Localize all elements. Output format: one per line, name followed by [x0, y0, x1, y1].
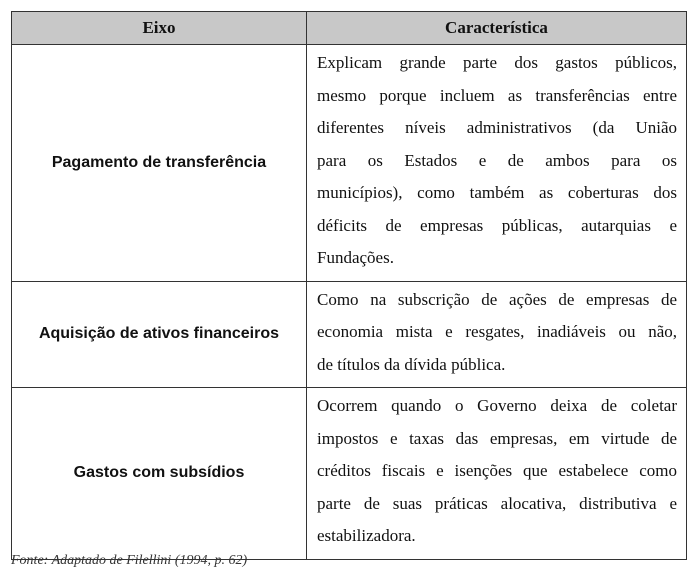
text-line: municípios), como também as coberturas dos	[317, 183, 677, 202]
text-line: economia mista e resgates, inadiáveis ou não,	[317, 322, 677, 341]
caracteristica-cell	[307, 281, 687, 388]
text-line: Ocorrem quando o Governo deixa de coletar	[317, 396, 677, 415]
source-caption: Fonte: Adaptado de Filellini (1994, p. 62)	[11, 553, 248, 568]
text-line: estabilizadora.	[317, 526, 416, 545]
text-line: de títulos da dívida pública.	[317, 354, 506, 374]
text-line: impostos e taxas das empresas, em virtude de	[317, 428, 677, 448]
text-line: parte de suas práticas alocativa, distributiva e	[317, 493, 677, 513]
eixo-cell: Gastos com subsídios	[12, 388, 307, 560]
eixo-cell: Aquisição de ativos financeiros	[12, 281, 307, 388]
table-row	[12, 45, 687, 282]
header-eixo: Eixo	[12, 12, 307, 45]
header-caracteristica: Característica	[307, 12, 687, 45]
text-line: Explicam grande parte dos gastos públicos,	[317, 53, 677, 72]
expenditure-table	[11, 11, 687, 560]
caracteristica-cell	[307, 388, 687, 560]
text-line: para os Estados e de ambos para os	[317, 150, 677, 170]
table-header-row	[12, 12, 687, 45]
text-line: déficits de empresas públicas, autarquias e	[317, 215, 677, 235]
caracteristica-cell	[307, 45, 687, 282]
text-line: mesmo porque incluem as transferências entre	[317, 85, 677, 105]
text-line: diferentes níveis administrativos (da União	[317, 118, 677, 137]
text-line: Fundações.	[317, 248, 394, 267]
table-row	[12, 281, 687, 388]
text-line: créditos fiscais e isenções que estabelece como	[317, 461, 677, 480]
table-row	[12, 388, 687, 560]
text-line: Como na subscrição de ações de empresas de	[317, 289, 677, 309]
eixo-cell: Pagamento de transferência	[12, 45, 307, 282]
